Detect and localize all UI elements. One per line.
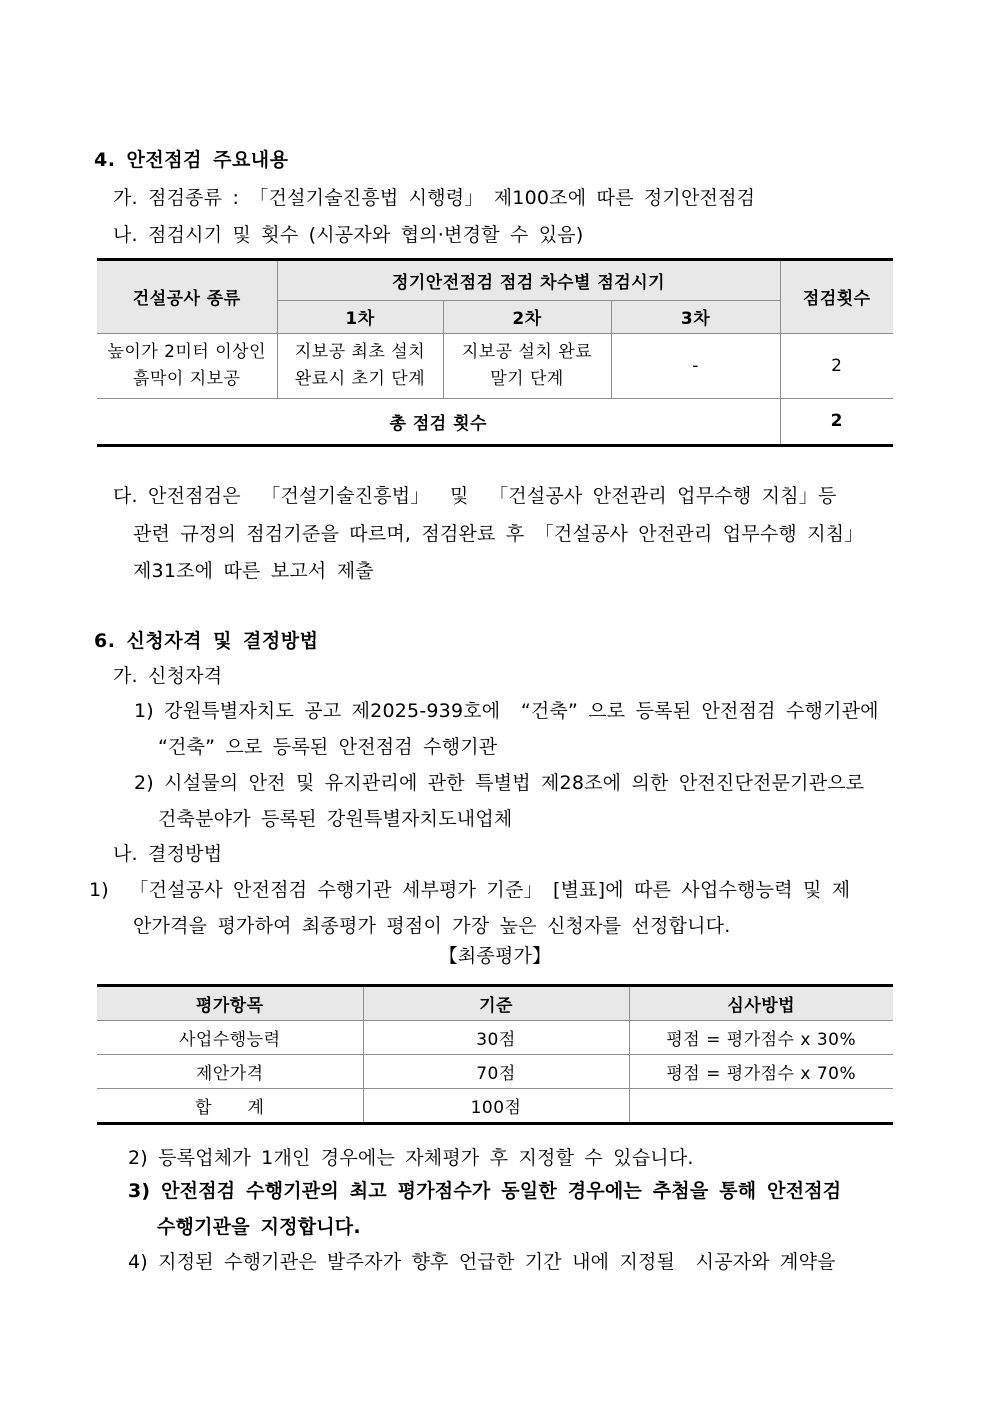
section-4-item-da-line2: 관련 규정의 점검기준을 따르며, 점검완료 후 「건설공사 안전관리 업무수행 지침」 bbox=[133, 523, 864, 545]
section-4-item-da-line3: 제31조에 따른 보고서 제출 bbox=[133, 560, 374, 582]
round1-line1: 지보공 최초 설치 bbox=[294, 341, 426, 362]
final-evaluation-title: 【최종평가】 bbox=[438, 945, 552, 967]
table1-total-row bbox=[97, 398, 893, 444]
capability-item: 사업수행능력 bbox=[97, 1020, 363, 1054]
table1-header-construction-type: 건설공사 종류 bbox=[97, 261, 277, 333]
section-4-item-da-line1: 다. 안전점검은 「건설기술진흥법」 및 「건설공사 안전관리 업무수행 지침」등 bbox=[113, 485, 837, 507]
price-item: 제안가격 bbox=[97, 1054, 363, 1088]
price-method: 평점 = 평가점수 x 70% bbox=[629, 1054, 893, 1088]
table2-row-capability bbox=[97, 1020, 893, 1054]
capability-method: 평점 = 평가점수 x 30% bbox=[629, 1020, 893, 1054]
table1-header-round1: 1차 bbox=[277, 300, 443, 333]
table2-header-basis: 기준 bbox=[363, 987, 629, 1020]
section-4-item-ga: 가. 점검종류 : 「건설기술진흥법 시행령」 제100조에 따른 정기안전점검 bbox=[113, 187, 756, 209]
section-6-item-ga: 가. 신청자격 bbox=[113, 665, 223, 687]
decision-method-4: 4) 지정된 수행기관은 발주자가 향후 언급한 기간 내에 지정될 시공자와 계약을 bbox=[128, 1251, 836, 1273]
section-4-heading: 4. 안전점검 주요내용 bbox=[94, 149, 289, 171]
final-evaluation-table bbox=[97, 984, 893, 1125]
table1-total-label: 총 점검 횟수 bbox=[97, 398, 780, 444]
table1-cell-count: 2 bbox=[780, 333, 893, 398]
table2-row-price bbox=[97, 1054, 893, 1088]
round2-line2: 말기 단계 bbox=[490, 368, 564, 389]
table1-header-schedule-group: 정기안전점검 점검 차수별 점검시기 bbox=[277, 261, 780, 300]
qualification-1-line2: “건축” 으로 등록된 안전점검 수행기관 bbox=[158, 736, 498, 758]
decision-method-1-line2: 안가격을 평가하여 최종평가 평점이 가장 높은 신청자를 선정합니다. bbox=[133, 915, 731, 937]
table1-header-round3: 3차 bbox=[611, 300, 780, 333]
qualification-2-line1: 2) 시설물의 안전 및 유지관리에 관한 특별법 제28조에 의한 안전진단전문기관으로 bbox=[134, 772, 865, 794]
table1-cell-round1 bbox=[277, 333, 443, 398]
qualification-2-line2: 건축분야가 등록된 강원특별자치도내업체 bbox=[158, 808, 513, 830]
section-6-heading: 6. 신청자격 및 결정방법 bbox=[94, 630, 319, 652]
table2-header-item: 평가항목 bbox=[97, 987, 363, 1020]
round2-line1: 지보공 설치 완료 bbox=[461, 341, 593, 362]
total-item: 합 계 bbox=[97, 1088, 363, 1122]
price-basis: 70점 bbox=[363, 1054, 629, 1088]
table1-header-round2: 2차 bbox=[443, 300, 611, 333]
table1-header-count: 점검횟수 bbox=[780, 261, 893, 333]
decision-method-1-line1: 1) 「건설공사 안전점검 수행기관 세부평가 기준」 [별표]에 따른 사업수행능력 및 제 bbox=[89, 879, 851, 901]
table1-cell-construction-type bbox=[97, 333, 277, 398]
inspection-schedule-table bbox=[97, 258, 893, 447]
total-basis: 100점 bbox=[363, 1088, 629, 1122]
section-4-item-na: 나. 점검시기 및 횟수 (시공자와 협의·변경할 수 있음) bbox=[113, 224, 584, 246]
table1-cell-round3: - bbox=[611, 333, 780, 398]
qualification-1-line1: 1) 강원특별자치도 공고 제2025-939호에 “건축” 으로 등록된 안전점검 수행기관에 bbox=[134, 700, 879, 722]
decision-method-2: 2) 등록업체가 1개인 경우에는 자체평가 후 지정할 수 있습니다. bbox=[128, 1147, 694, 1169]
round1-line2: 완료시 초기 단계 bbox=[294, 368, 426, 389]
table2-row-total bbox=[97, 1088, 893, 1122]
table2-header-method: 심사방법 bbox=[629, 987, 893, 1020]
construction-type-line1: 높이가 2미터 이상인 bbox=[107, 341, 266, 362]
total-method bbox=[629, 1088, 893, 1122]
decision-method-3-line2: 수행기관을 지정합니다. bbox=[157, 1216, 361, 1238]
capability-basis: 30점 bbox=[363, 1020, 629, 1054]
table1-total-count: 2 bbox=[780, 398, 893, 444]
section-6-item-na: 나. 결정방법 bbox=[113, 843, 223, 865]
decision-method-3-line1: 3) 안전점검 수행기관의 최고 평가점수가 동일한 경우에는 추첨을 통해 안전점검 bbox=[128, 1180, 842, 1202]
table1-data-row bbox=[97, 333, 893, 398]
table1-cell-round2 bbox=[443, 333, 611, 398]
construction-type-line2: 흙막이 지보공 bbox=[133, 368, 241, 389]
